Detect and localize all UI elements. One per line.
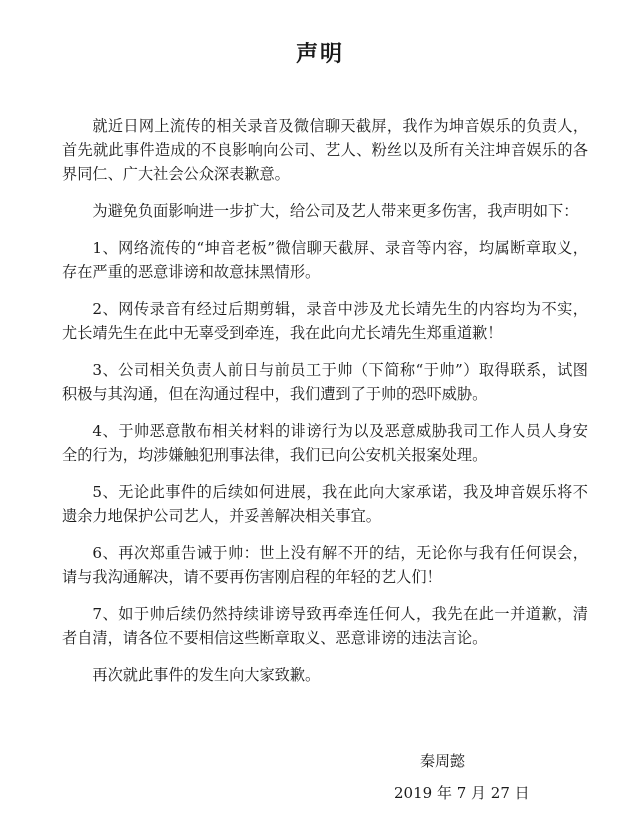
paragraph-item-4: 4、于帅恶意散布相关材料的诽谤行为以及恶意威胁我司工作人员人身安全的行为，均涉嫌触犯刑事法律，我们已向公安机关报案处理。 bbox=[62, 422, 588, 464]
paragraph-intro: 就近日网上流传的相关录音及微信聊天截屏，我作为坤音娱乐的负责人，首先就此事件造成的不良影响向公司、艺人、粉丝以及所有关注坤音娱乐的各界同仁、广大社会公众深表歉意。 bbox=[62, 117, 588, 183]
signature-date: 2019 年 7 月 27 日 bbox=[394, 784, 530, 802]
signature-name: 秦周懿 bbox=[420, 752, 466, 770]
paragraph-item-1: 1、网络流传的“坤音老板”微信聊天截屏、录音等内容，均属断章取义，存在严重的恶意诽谤和故意抹黑情形。 bbox=[62, 239, 588, 281]
paragraph-item-5: 5、无论此事件的后续如何进展，我在此向大家承诺，我及坤音娱乐将不遗余力地保护公司艺人，并妥善解决相关事宜。 bbox=[62, 483, 588, 525]
paragraph-item-6: 6、再次郑重告诫于帅：世上没有解不开的结，无论你与我有任何误会，请与我沟通解决，请不要再伤害刚启程的年轻的艺人们！ bbox=[62, 544, 588, 586]
statement-body bbox=[62, 114, 588, 700]
paragraph-item-2: 2、网传录音有经过后期剪辑，录音中涉及尤长靖先生的内容均为不实，尤长靖先生在此中无辜受到牵连，我在此向尤长靖先生郑重道歉！ bbox=[62, 300, 588, 342]
paragraph-closing: 再次就此事件的发生向大家致歉。 bbox=[92, 666, 321, 684]
paragraph-item-3: 3、公司相关负责人前日与前员工于帅（下简称“于帅”）取得联系，试图积极与其沟通，但在沟通过程中，我们遭到了于帅的恐吓威胁。 bbox=[62, 361, 588, 403]
paragraph-declaration-lead: 为避免负面影响进一步扩大，给公司及艺人带来更多伤害，我声明如下： bbox=[92, 202, 579, 220]
document-title: 声明 bbox=[295, 41, 344, 67]
paragraph-item-7: 7、如于帅后续仍然持续诽谤导致再牵连任何人，我先在此一并道歉，清者自清，请各位不要相信这些断章取义、恶意诽谤的违法言论。 bbox=[62, 605, 588, 647]
